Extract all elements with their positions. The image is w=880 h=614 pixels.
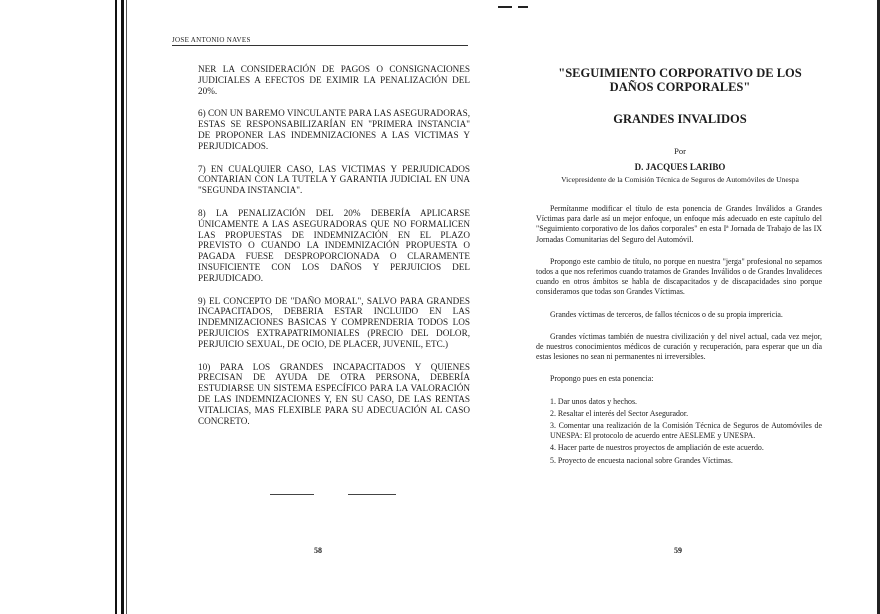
separator-line xyxy=(270,494,314,495)
list-item: 1. Dar unos datos y hechos. xyxy=(550,396,638,406)
paragraph: Propongo este cambio de título, no porque en nuestra "jerga" profesional no sepamos todos a que nos referimos cuando tratamos de Grandes Inválidos o de Grandes Invalideces cuando en otros ámbitos se habla de discapacitados y de discapacidades sino porque consideramos que todas son Grandes Víctimas. xyxy=(536,256,822,297)
paragraph: 9) EL CONCEPTO DE "DAÑO MORAL", SALVO PARA GRANDES INCAPACITADOS, DEBERIA ESTAR INCLUIDO EN LAS INDEMNIZACIONES BASICAS Y COMPRENDERIA TODOS LOS PERJUICIOS EXTRAPATRIMONIALES (PRECIO DEL DOLOR, PERJUICIO SEXUAL, DE OCIO, DE PLACER, JUVENIL, ETC.) xyxy=(198,295,470,349)
paragraph: Propongo pues en esta ponencia: xyxy=(550,374,654,384)
article-subtitle: GRANDES INVALIDOS xyxy=(613,112,747,126)
binding-shadow xyxy=(126,0,127,614)
author-name: D. JACQUES LARIBO xyxy=(634,162,726,172)
byline-por: Por xyxy=(674,146,686,156)
paragraph: Grandes víctimas de terceros, de fallos técnicos o de su propia imprericia. xyxy=(550,309,783,319)
scan-mark xyxy=(518,6,528,8)
left-body-text xyxy=(198,64,470,438)
list-item: 4. Hacer parte de nuestros proyectos de ampliación de este acuerdo. xyxy=(550,443,764,453)
right-body-text xyxy=(536,204,822,468)
paragraph: 6) CON UN BAREMO VINCULANTE PARA LAS ASEGURADORAS, ESTAS SE RESPONSABILIZARÍAN EN "PRIMERA INSTANCIA" DE PROPONER LAS INDEMNIZACIONES A LAS VICTIMAS Y PERJUDICADOS. xyxy=(198,108,470,151)
right-page xyxy=(480,0,880,614)
paragraph: Grandes víctimas también de nuestra civilización y del nivel actual, cada vez mejor, de nuestros conocimientos médicos de curación y recuperación, para esperar que un día estas lesiones no sean ni permanentes ni irreversibles. xyxy=(536,331,822,362)
binding-shadow xyxy=(115,0,117,614)
paragraph: 8) LA PENALIZACIÓN DEL 20% DEBERÍA APLICARSE ÚNICAMENTE A LAS ASEGURADORAS QUE NO FORMALICEN LAS PROPUESTAS DE INDEMNIZACIÓN EN EL PLAZO PREVISTO O CUANDO LA INDEMNIZACIÓN PROPUESTA O PAGADA FUESE DESPROPORCIONADA O CLARAMENTE INSUFICIENTE CON LOS DAÑOS Y PERJUICIOS DEL PERJUDICADO. xyxy=(198,207,470,283)
list-item: 5. Proyecto de encuesta nacional sobre Grandes Víctimas. xyxy=(550,455,733,465)
list-item: 2. Resaltar el interés del Sector Asegurador. xyxy=(550,408,689,418)
page-number-left: 58 xyxy=(314,546,322,555)
scan-mark xyxy=(498,6,512,8)
article-title: "SEGUIMIENTO CORPORATIVO DE LOS DAÑOS CORPORALES" xyxy=(558,66,802,94)
paragraph: NER LA CONSIDERACIÓN DE PAGOS O CONSIGNACIONES JUDICIALES A EFECTOS DE EXIMIR LA PENALIZACIÓN DEL 20%. xyxy=(198,64,470,96)
binding-shadow xyxy=(121,0,124,614)
paragraph: 7) EN CUALQUIER CASO, LAS VICTIMAS Y PERJUDICADOS CONTARIAN CON LA TUTELA Y GARANTIA JUDICIAL EN UNA "SEGUNDA INSTANCIA". xyxy=(198,163,470,196)
separator-line xyxy=(348,494,396,495)
author-affiliation: Vicepresidente de la Comisión Técnica de Seguros de Automóviles de Unespa xyxy=(561,175,799,184)
proposal-list xyxy=(536,397,822,466)
list-item: 3. Comentar una realización de la Comisión Técnica de Seguros de Automóviles de UNESPA: El protocolo de acuerdo entre AESLEME y UNESPA. xyxy=(550,421,822,441)
header-rule xyxy=(172,45,468,46)
paragraph: 10) PARA LOS GRANDES INCAPACITADOS Y QUIENES PRECISAN DE AYUDA DE OTRA PERSONA, DEBERÍA ESTUDIARSE UN SISTEMA ESPECÍFICO PARA LA VALORACIÓN DE LAS INDEMNIZACIONES Y, EN SU CASO, DE LAS RENTAS VITALICIAS, MAS FLEXIBLE PARA SU ADECUACIÓN AL CASO CONCRETO. xyxy=(198,361,470,426)
paragraph: Permítanme modificar el título de esta ponencia de Grandes Inválidos a Grandes Víctimas para darle así un mejor enfoque, un enfoque más adecuado en este capítulo del "Seguimiento corporativo de los daños corporales" en esta Iª Jornada de Trabajo de las IX Jornadas Comunitarias del Seguro del Automóvil. xyxy=(536,204,822,244)
running-head: JOSE ANTONIO NAVES xyxy=(172,36,251,44)
page-number-right: 59 xyxy=(674,546,682,555)
